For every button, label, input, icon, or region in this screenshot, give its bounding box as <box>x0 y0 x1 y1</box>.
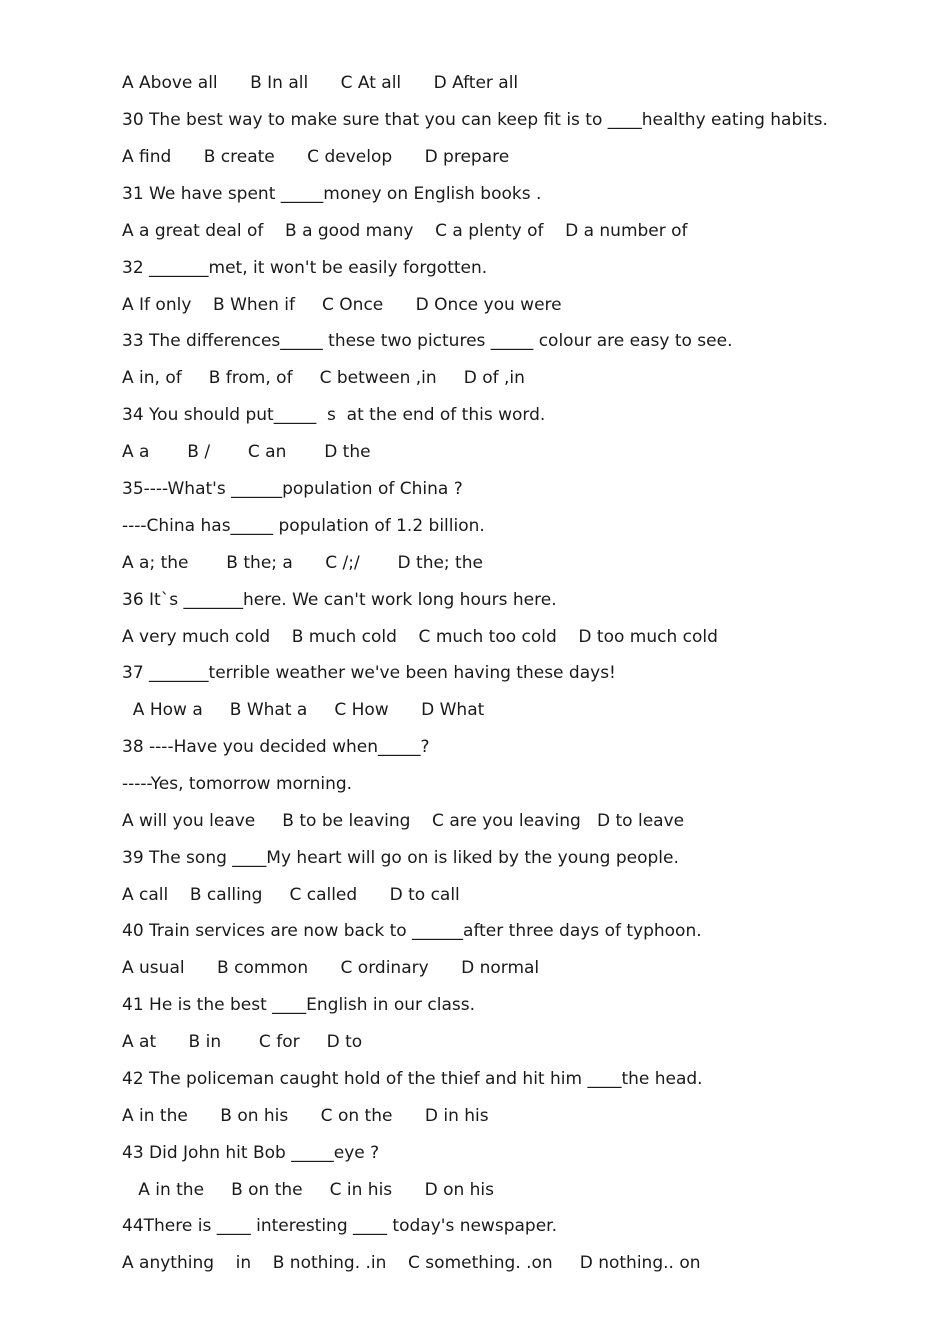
question-35-reply: ----China has_____ population of 1.2 billion. <box>122 516 485 536</box>
answer-options-42: A in the B on his C on the D in his <box>122 1106 489 1126</box>
answer-options-35: A a; the B the; a C /;/ D the; the <box>122 553 483 573</box>
answer-options-44: A anything in B nothing. .in C something. .on D nothing.. on <box>122 1253 701 1273</box>
answer-options-34: A a B / C an D the <box>122 442 371 462</box>
question-44: 44There is ____ interesting ____ today's newspaper. <box>122 1216 557 1236</box>
question-41: 41 He is the best ____English in our class. <box>122 995 476 1015</box>
question-36: 36 It`s _______here. We can't work long hours here. <box>122 590 557 610</box>
question-43: 43 Did John hit Bob _____eye ? <box>122 1143 380 1163</box>
question-42: 42 The policeman caught hold of the thief and hit him ____the head. <box>122 1069 703 1089</box>
question-37: 37 _______terrible weather we've been having these days! <box>122 663 616 683</box>
answer-options-32: A If only B When if C Once D Once you were <box>122 295 562 315</box>
question-32: 32 _______met, it won't be easily forgotten. <box>122 258 488 278</box>
answer-options-29: A Above all B In all C At all D After all <box>122 73 519 93</box>
answer-options-41: A at B in C for D to <box>122 1032 363 1052</box>
answer-options-40: A usual B common C ordinary D normal <box>122 958 540 978</box>
question-30: 30 The best way to make sure that you can keep fit is to ____healthy eating habits. <box>122 110 828 130</box>
answer-options-38: A will you leave B to be leaving C are you leaving D to leave <box>122 811 685 831</box>
question-39: 39 The song ____My heart will go on is liked by the young people. <box>122 848 679 868</box>
answer-options-33: A in, of B from, of C between ,in D of ,in <box>122 368 525 388</box>
question-35: 35----What's ______population of China ? <box>122 479 463 499</box>
question-31: 31 We have spent _____money on English books . <box>122 184 542 204</box>
question-34: 34 You should put_____ s at the end of this word. <box>122 405 546 425</box>
answer-options-30: A find B create C develop D prepare <box>122 147 510 167</box>
answer-options-37: A How a B What a C How D What <box>122 700 485 720</box>
answer-options-39: A call B calling C called D to call <box>122 885 460 905</box>
answer-options-43: A in the B on the C in his D on his <box>122 1180 495 1200</box>
question-38-reply: -----Yes, tomorrow morning. <box>122 774 353 794</box>
question-33: 33 The differences_____ these two pictures _____ colour are easy to see. <box>122 331 733 351</box>
question-40: 40 Train services are now back to ______after three days of typhoon. <box>122 921 702 941</box>
question-38: 38 ----Have you decided when_____? <box>122 737 430 757</box>
answer-options-36: A very much cold B much cold C much too cold D too much cold <box>122 627 718 647</box>
answer-options-31: A a great deal of B a good many C a plenty of D a number of <box>122 221 688 241</box>
